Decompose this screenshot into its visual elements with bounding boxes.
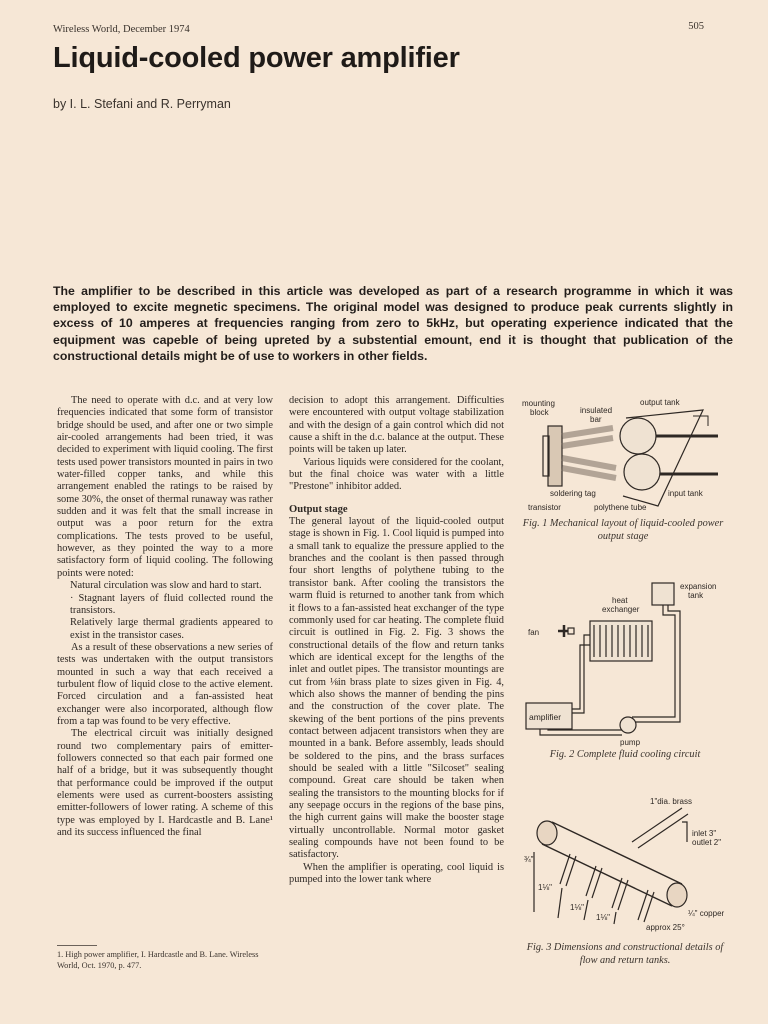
- fig3-tank-details: [522, 792, 737, 932]
- article-authors: by I. L. Stefani and R. Perryman: [53, 97, 231, 111]
- observation-list: [57, 580, 273, 642]
- fig1-label: output tank: [640, 398, 680, 407]
- fig3-label: outlet 2": [692, 838, 722, 847]
- paragraph: The electrical circuit was initially designed round two complementary pairs of emitter-followers connected so that each pair formed one half of a bridge, but it was subsequently thought that performance could be improved if the output elements were used as current-boosters assisting emitter-followers of lower rating. A scheme of this type was employed by I. Hardcastle and B. Lane¹ and its success influenced the final: [57, 728, 273, 839]
- footnote: 1. High power amplifier, I. Hardcastle and B. Lane. Wireless World, Oct. 1970, p. 477.: [57, 950, 259, 970]
- text-column-2: [289, 395, 504, 886]
- article-title: Liquid-cooled power amplifier: [53, 42, 460, 74]
- paragraph: As a result of these observations a new series of tests was undertaken with the output transistors mounted in such a way that each received a turbulent flow of liquid close to the active element. Forced circulation and a fan-assisted heat exchanger were also incorporated, although flow from a tap was found to be very effective.: [57, 641, 273, 727]
- running-header: Wireless World, December 1974: [53, 24, 190, 35]
- paragraph: The need to operate with d.c. and at very low frequencies indicated that some form of transistor bridge should be used, and after one or two simple air-cooled arrangements had been tried, it was decided to experiment with liquid cooling. The first tests used power transistors mounted in pairs in two water-filled copper tanks, and while this arrangement enabled the ratings to be raised by some 30%, the onset of thermal runaway was rather sudden and it was felt that the small increase in output was a poor return for the extra complications. The tests proved to be useful, however, as they pointed the way to a more satisfactory form of liquid cooling. The following points were noted:: [57, 395, 273, 579]
- fig2-label: pump: [620, 738, 641, 747]
- paragraph: The general layout of the liquid-cooled output stage is shown in Fig. 1. Cool liquid is pumped into a small tank to equalize the pressure applied to the branches and the coolant is then passed through four short lengths of polythene tubing to the transistor bank. After cooling the transistors the warm fluid is returned to another tank from which it flows to a fan-assisted heat exchanger of the type commonly used for car heating. The complete fluid circuit is outlined in Fig. 2. Fig. 3 shows the constructional details of the flow and return tanks which are identical except for the lengths of the inlet and outlet pipes. The transistor mountings are cut from ⅛in brass plate to sizes given in Fig. 4, which also shows the manner of bending the pins and the construction of the cover plate. The skewing of the bent portions of the pins prevents contact between adjacent transistors when they are mounted in a bank. Before assembly, leads should be soldered to the pins, and the brass surfaces should be sealed with a little "Silcoset" sealing compound. Great care should be taken when sealing the transistors to the mounting blocks for if any seepage occurs in the regions of the base pins, the high current gains will make the booster stage virtually uncontrollable. Normal motor gasket sealing compounds have not been found to be satisfactory.: [289, 516, 504, 861]
- fig3-label: ¾": [524, 855, 534, 864]
- text-column-1: [57, 395, 273, 839]
- fig3-label: 1"dia. brass: [650, 797, 692, 806]
- fig2-label: heat: [612, 596, 628, 605]
- list-item: · Stagnant layers of fluid collected round the transistors.: [70, 592, 273, 616]
- list-item: Relatively large thermal gradients appeared to exist in the transistor cases.: [70, 617, 273, 641]
- page-number: 505: [688, 21, 704, 32]
- footnote-rule: [57, 945, 97, 946]
- fig1-label: input tank: [668, 489, 703, 498]
- article-abstract: The amplifier to be described in this article was developed as part of a research programme in which it was employed to excite megnetic specimens. The original model was designed to produce peak currents slightly in excess of 10 amperes at frequencies ranging from zero to 5kHz, but operating experience indicated that the equipment was capeble of being upreted by a substential emount, end it is thought that publication of the constructional details might be of use to workers in other fields.: [53, 284, 733, 363]
- fig1-label: block: [530, 408, 549, 417]
- fig2-fluid-circuit: [520, 575, 730, 747]
- fig1-label: transistor: [528, 503, 561, 512]
- fig3-label: inlet 3": [692, 829, 717, 838]
- fig3-label: 1⅛": [538, 883, 552, 892]
- fig1-label: bar: [590, 415, 602, 424]
- paragraph: Various liquids were considered for the coolant, but the final choice was water with a little "Prestone" inhibitor added.: [289, 456, 504, 493]
- fig1-label: mounting: [522, 399, 555, 408]
- fig3-label: 1⅛": [596, 913, 610, 922]
- list-item: Natural circulation was slow and hard to start.: [70, 580, 262, 592]
- fig2-label: tank: [688, 591, 704, 600]
- fig2-label: exchanger: [602, 605, 640, 614]
- fig2-label: expansion: [680, 582, 717, 591]
- fig3-caption: Fig. 3 Dimensions and constructional details of flow and return tanks.: [526, 942, 724, 966]
- fig1-label: polythene tube: [594, 503, 647, 512]
- fig2-label: fan: [528, 628, 540, 637]
- fig1-caption: Fig. 1 Mechanical layout of liquid-cooled power output stage: [522, 518, 724, 542]
- fig3-label: 1⅛": [570, 903, 584, 912]
- fig2-label: amplifier: [529, 712, 562, 722]
- fig1-label: insulated: [580, 406, 613, 415]
- paragraph: decision to adopt this arrangement. Difficulties were encountered with output voltage stabilization and with the design of a gain control which did not cause a shift in the d.c. balance at the output. These points will be taken up later.: [289, 395, 504, 456]
- fig3-label: approx 25°: [646, 923, 685, 932]
- section-heading: Output stage: [289, 503, 348, 515]
- fig1-label: soldering tag: [550, 489, 596, 498]
- paragraph: When the amplifier is operating, cool liquid is pumped into the lower tank where: [289, 861, 504, 886]
- fig1-mechanical-layout: [518, 396, 723, 514]
- fig2-caption: Fig. 2 Complete fluid cooling circuit: [549, 749, 701, 760]
- fig3-label: ¼" copper: [688, 909, 725, 918]
